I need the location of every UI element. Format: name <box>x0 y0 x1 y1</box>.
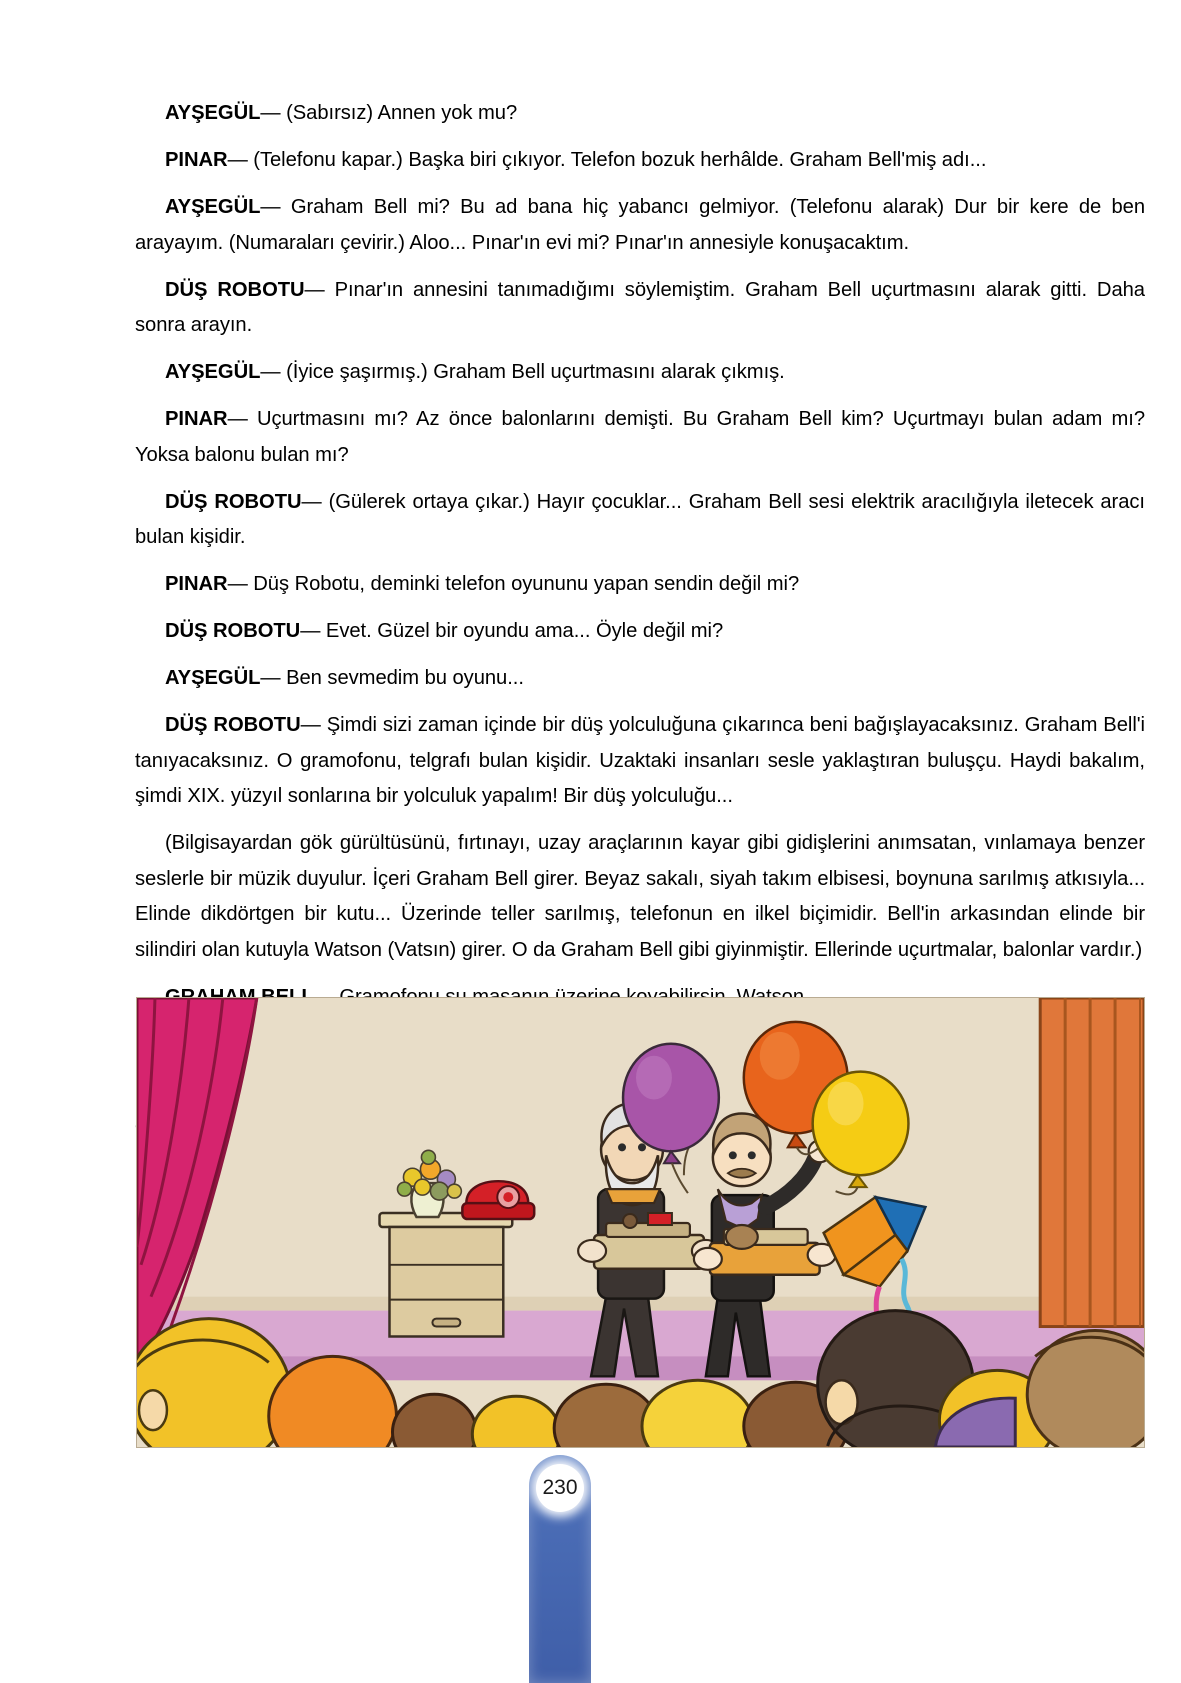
audience-ear <box>139 1390 167 1430</box>
speaker-name: AYŞEGÜL <box>165 102 261 124</box>
stage-direction <box>135 826 1145 968</box>
illustration-svg <box>137 998 1144 1447</box>
speaker-name: AYŞEGÜL <box>165 667 261 689</box>
line-text: (Bilgisayardan gök gürültüsünü, fırtınayı, uzay araçlarının kayar gibi gidişlerini anımsatan, vınlamaya benzer seslerle bir müzik duyulur. İçeri Graham Bell girer. Beyaz sakalı, siyah takım elbisesi, boynuna sarılmış atkısıyla... Elinde dikdörtgen bir kutu... Üzerinde teller sarılmış, telefonun en ilkel biçimidir. Bell'in arkasından elinde bir silindiri olan kutuyla Watson (Vatsın) girer. O da Graham Bell gibi giyinmiştir. Ellerinde uçurtmalar, balonlar vardır.) <box>135 832 1145 961</box>
script-line <box>135 273 1145 344</box>
line-text: (İyice şaşırmış.) Graham Bell uçurtmasını alarak çıkmış. <box>286 361 785 383</box>
speaker-name: DÜŞ ROBOTU <box>165 714 301 736</box>
script-line <box>135 190 1145 261</box>
speaker-name: DÜŞ ROBOTU <box>165 278 305 301</box>
speaker-dash: — <box>260 196 281 218</box>
gramophone-box <box>710 1243 820 1275</box>
line-text: Uçurtmasını mı? Az önce balonlarını demişti. Bu Graham Bell kim? Uçurtmayı bulan adam mı? Yoksa balonu bulan mı? <box>135 408 1145 466</box>
script-line <box>135 614 1145 650</box>
telephone-box <box>594 1235 704 1269</box>
side-table <box>380 1213 513 1336</box>
balloon-purple <box>623 1044 719 1152</box>
script-line <box>135 661 1145 697</box>
speaker-dash: — <box>300 714 321 736</box>
speaker-dash: — <box>260 361 281 383</box>
script-line <box>135 402 1145 473</box>
script-line <box>135 355 1145 391</box>
speaker-dash: — <box>300 620 321 642</box>
speaker-name: PINAR <box>165 573 228 595</box>
line-text: Şimdi sizi zaman içinde bir düş yolculuğuna çıkarınca beni bağışlayacaksınız. Graham Bell'i tanıyacaksınız. O gramofonu, telgrafı bulan kişidir. Uzaktaki insanları sesle yaklaştıran buluşçu. Haydi bakalım, şimdi XIX. yüzyıl sonlarına bir yolculuk yapalım! Bir düş yolculuğu... <box>135 714 1145 807</box>
speaker-dash: — <box>227 573 248 595</box>
line-text: Ben sevmedim bu oyunu... <box>286 667 524 689</box>
speaker-dash: — <box>227 408 248 430</box>
speaker-name: DÜŞ ROBOTU <box>165 490 302 513</box>
balloon-yellow <box>813 1072 909 1176</box>
speaker-dash: — <box>304 278 325 301</box>
script-line <box>135 143 1145 179</box>
right-curtain <box>1040 998 1144 1327</box>
line-text: Evet. Güzel bir oyundu ama... Öyle değil mi? <box>325 620 724 642</box>
speaker-dash: — <box>260 102 281 124</box>
line-text: Pınar'ın annesini tanımadığımı söylemiştim. Graham Bell uçurtmasını alarak gitti. Daha sonra arayın. <box>135 278 1145 336</box>
speaker-name: DÜŞ ROBOTU <box>165 620 301 642</box>
line-text: (Gülerek ortaya çıkar.) Hayır çocuklar... Graham Bell sesi elektrik aracılığıyla iletecek aracı bulan kişidir. <box>135 490 1145 548</box>
speaker-name: AYŞEGÜL <box>165 361 261 383</box>
page-number-badge <box>529 1455 591 1683</box>
line-text: (Sabırsız) Annen yok mu? <box>286 102 518 124</box>
speaker-dash: — <box>260 667 281 689</box>
script-line <box>135 485 1145 556</box>
line-text: (Telefonu kapar.) Başka biri çıkıyor. Telefon bozuk herhâlde. Graham Bell'miş adı... <box>253 149 987 171</box>
script-line <box>135 567 1145 603</box>
speaker-dash: — <box>227 149 248 171</box>
line-text: Graham Bell mi? Bu ad bana hiç yabancı gelmiyor. (Telefonu alarak) Dur bir kere de ben arayayım. (Numaraları çevirir.) Aloo... Pınar'ın evi mi? Pınar'ın annesiyle konuşacaktım. <box>135 196 1145 254</box>
speaker-name: PINAR <box>165 408 228 430</box>
script-line <box>135 708 1145 815</box>
script-line <box>135 96 1145 132</box>
line-text: Düş Robotu, deminki telefon oyununu yapan sendin değil mi? <box>253 573 800 595</box>
page-number: 230 <box>536 1464 584 1512</box>
speaker-name: AYŞEGÜL <box>165 196 261 218</box>
speaker-dash: — <box>301 490 322 513</box>
speaker-name: PINAR <box>165 149 228 171</box>
stage-illustration <box>136 997 1145 1448</box>
